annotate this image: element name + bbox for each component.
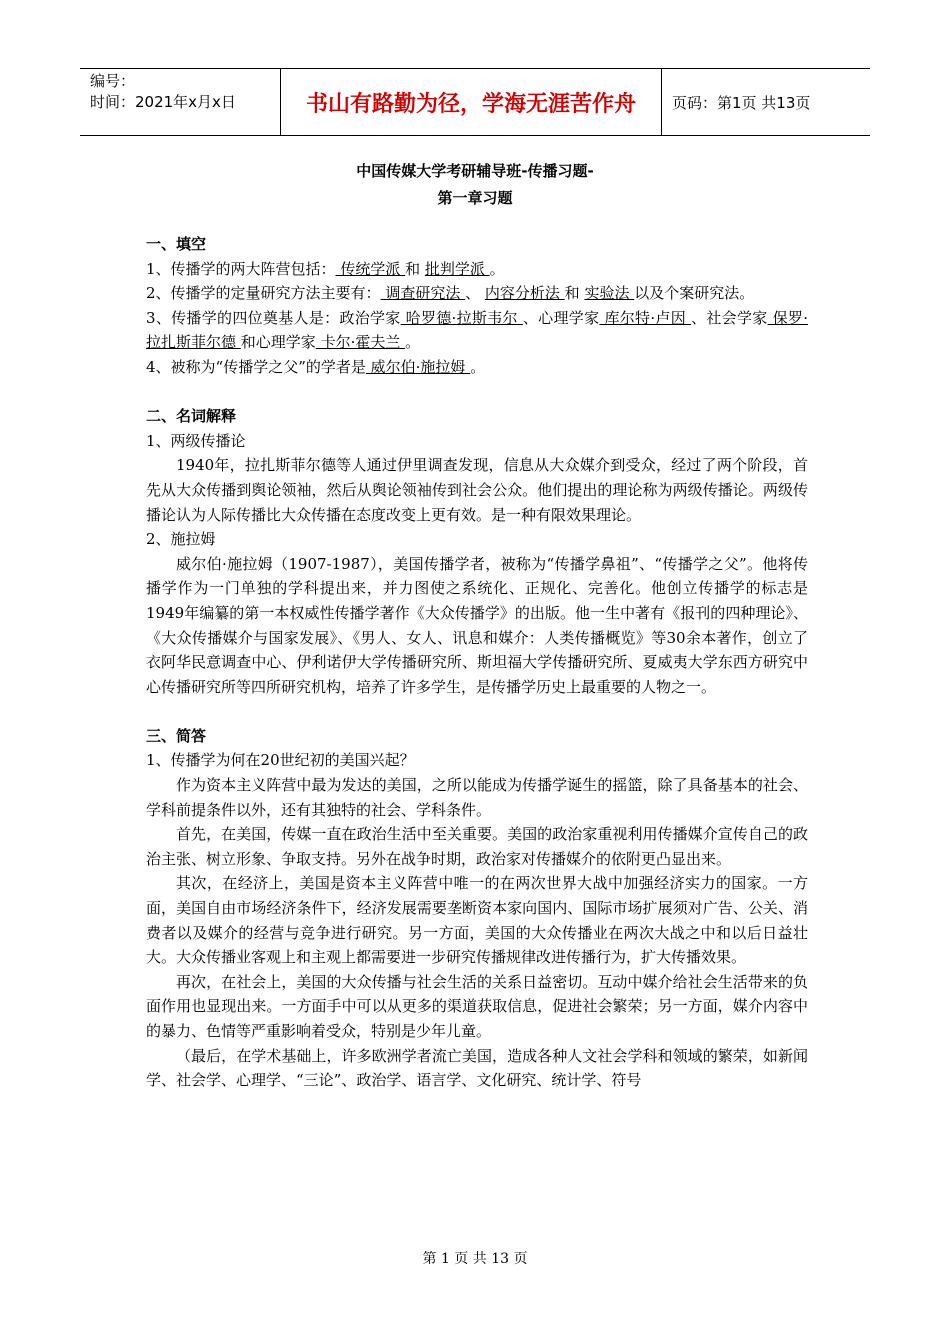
section-heading-short-answer: 三、简答 [146,726,207,745]
answer-blank: 哈罗德·拉斯韦尔 [400,308,523,327]
answer-blank: 保罗·拉扎斯菲尔德 [146,308,808,352]
paragraph: 其次，在经济上，美国是资本主义阵营中唯一的在两次世界大战中加强经济实力的国家。一方面，美国自由市场经济条件下，经济发展需要垄断资本家向国内、国际市场扩展须对广告、公关、消费者以及媒介的经营与竞争进行研究。另一方面，美国的大众传播业在两次大战之中和以后日益壮大。大众传播业客观上和主观上都需要进一步研究传播规律改进传播行为，扩大传播效果。 [146,874,808,967]
question-4: 4、被称为“传播学之父”的学者是 威尔伯·施拉姆 。 [146,357,486,376]
term-title: 2、施拉姆 [146,530,216,549]
document-body [146,232,808,1093]
spacer [146,380,808,405]
section-heading-fill-blank: 一、填空 [146,235,207,253]
answer-blank: 威尔伯·施拉姆 [365,357,471,376]
question-3: 3、传播学的四位奠基人是：政治学家 哈罗德·拉斯韦尔 、心理学家 库尔特·卢因 、社会学家 保罗·拉扎斯菲尔德 和心理学家 卡尔·霍夫兰 。 [146,308,808,352]
paragraph: （最后，在学术基础上，许多欧洲学者流亡美国，造成各种人文社会学科和领域的繁荣，如新闻学、社会学、心理学、“三论”、政治学、语言学、文化研究、统计学、符号 [146,1046,808,1090]
paragraph: 威尔伯·施拉姆（1907-1987），美国传播学者，被称为“传播学鼻祖”、“传播学之父”。他将传播学作为一门单独的学科提出来，并力图使之系统化、正规化、完善化。他创立传播学的标志是1949年编纂的第一本权威性传播学著作《大众传播学》的出版。他一生中著有《报刊的四种理论》、《大众传播媒介与国家发展》、《男人、女人、讯息和媒介：人类传播概览》等30余本著作，创立了衣阿华民意调查中心、伊利诺伊大学传播研究所、斯坦福大学传播研究所、夏威夷大学东西方研究中心传播研究所等四所研究机构，培养了许多学生，是传播学历史上最重要的人物之一。 [146,554,808,696]
answer-blank: 实验法 [584,284,635,303]
number-label: 编号： [90,72,136,90]
answer-blank: 卡尔·霍夫兰 [315,333,406,352]
term-title: 1、两级传播论 [146,431,246,450]
section-heading-terms: 二、名词解释 [146,407,237,426]
answer-blank: 内容分析法 [484,284,565,303]
time-label: 时间：2021年x月x日 [90,93,236,111]
header-motto: 书山有路勤为径，学海无涯苦作舟 [280,69,662,135]
paragraph: 作为资本主义阵营中最为发达的美国，之所以能成为传播学诞生的摇篮，除了具备基本的社会、学科前提条件以外，还有其独特的社会、学科条件。 [146,776,808,819]
header-meta [80,69,280,135]
paragraph: 1940年，拉扎斯菲尔德等人通过伊里调查发现，信息从大众媒介到受众，经过了两个阶段，首先从大众传播到舆论领袖，然后从舆论领袖传到社会公众。他们提出的理论称为两级传播论。两级传播论认为人际传播比大众传播在态度改变上更有效。是一种有限效果理论。 [146,456,808,524]
chapter-title: 第一章习题 [437,189,513,207]
page-footer: 第 1 页 共 13 页 [422,1251,528,1267]
question-1: 1、传播学的两大阵营包括： 传统学派 和 批判学派 。 [146,259,505,278]
spacer [146,699,808,724]
page-header [80,68,870,136]
document-title: 中国传媒大学考研辅导班-传播习题- [356,162,594,180]
question-title: 1、传播学为何在20世纪初的美国兴起？ [146,751,415,770]
answer-blank: 调查研究法 [380,284,466,303]
answer-blank: 库尔特·卢因 [599,308,692,327]
answer-blank: 批判学派 [424,259,490,278]
question-2: 2、传播学的定量研究方法主要有： 调查研究法 、 内容分析法 和 实验法 以及个案研究法。 [146,284,755,303]
paragraph: 再次，在社会上，美国的大众传播与社会生活的关系日益密切。互动中媒介给社会生活带来的负面作用也显现出来。一方面手中可以从更多的渠道获取信息，促进社会繁荣；另一方面，媒介内容中的暴力、色情等严重影响着受众，特别是少年儿童。 [146,972,808,1040]
answer-blank: 传统学派 [335,259,406,278]
header-page-info: 页码：第1页 共13页 [672,93,811,112]
paragraph: 首先，在美国，传媒一直在政治生活中至关重要。美国的政治家重视利用传播媒介宣传自己的政治主张、树立形象、争取支持。另外在战争时期，政治家对传播媒介的依附更凸显出来。 [146,825,808,868]
